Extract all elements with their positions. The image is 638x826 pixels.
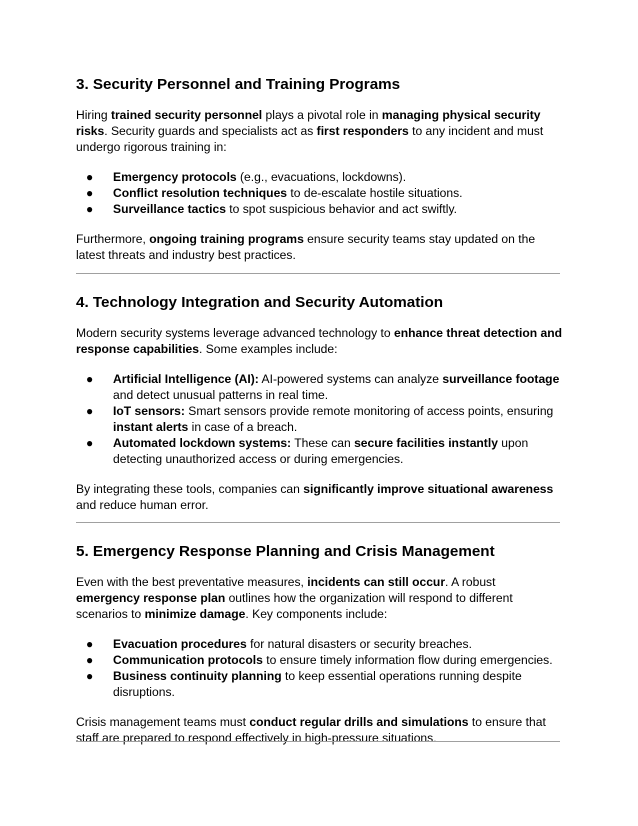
bold-text: Surveillance tactics: [113, 202, 226, 216]
list-item: [76, 371, 562, 403]
text-run: to ensure that staff are prepared to respond effectively in high-pressure situations.: [76, 715, 546, 745]
text-run: Smart sensors provide remote monitoring of access points, ensuring: [184, 404, 554, 418]
bullet-icon: ●: [86, 653, 94, 667]
bullet-icon: ●: [86, 372, 94, 386]
bullet-list: [76, 371, 562, 467]
text-run: to ensure timely information flow during emergencies.: [262, 653, 553, 667]
text-run: Furthermore,: [76, 232, 150, 246]
bold-text: Communication protocols: [113, 653, 263, 667]
bold-text: Automated lockdown systems:: [113, 436, 292, 450]
bold-text: trained security personnel: [110, 108, 263, 122]
bullet-icon: ●: [86, 669, 94, 683]
list-item: [76, 435, 562, 467]
text-run: Even with the best preventative measures,: [76, 575, 308, 589]
bold-text: first responders: [316, 124, 409, 138]
section-divider: [76, 741, 560, 742]
text-run: to any incident and must undergo rigorous training in:: [76, 124, 544, 154]
bold-text: ongoing training programs: [149, 232, 304, 246]
text-run: . Security guards and specialists act as: [104, 124, 317, 138]
bullet-icon: ●: [86, 436, 94, 450]
bold-text: Emergency protocols: [113, 170, 237, 184]
text-run: (e.g., evacuations, lockdowns).: [236, 170, 407, 184]
bold-text: minimize damage: [144, 607, 246, 621]
section-intro: [76, 107, 562, 155]
bold-text: surveillance footage: [442, 372, 560, 386]
text-run: Hiring: [76, 108, 111, 122]
section-security-personnel: [76, 75, 562, 263]
bold-text: Conflict resolution techniques: [113, 186, 288, 200]
list-item: [76, 652, 562, 668]
bullet-icon: ●: [86, 186, 94, 200]
text-run: and reduce human error.: [76, 498, 209, 512]
bullet-icon: ●: [86, 202, 94, 216]
bold-text: managing physical security risks: [76, 108, 541, 138]
text-run: to de-escalate hostile situations.: [287, 186, 463, 200]
section-divider: [76, 522, 560, 523]
section-emergency-response: [76, 542, 562, 746]
bold-text: Business continuity planning: [113, 669, 282, 683]
list-item: [76, 636, 562, 652]
text-run: in case of a breach.: [188, 420, 298, 434]
bold-text: IoT sensors:: [113, 404, 185, 418]
text-run: and detect unusual patterns in real time.: [113, 388, 329, 402]
list-item: [76, 201, 562, 217]
text-run: for natural disasters or security breaches.: [246, 637, 472, 651]
bold-text: incidents can still occur: [307, 575, 446, 589]
bullet-list: [76, 169, 562, 217]
text-run: ensure security teams stay updated on the latest threats and industry best practices.: [76, 232, 536, 262]
text-run: AI-powered systems can analyze: [258, 372, 443, 386]
list-item: [76, 169, 562, 185]
section-intro: [76, 325, 562, 357]
bold-text: emergency response plan: [76, 591, 226, 605]
text-run: . Some examples include:: [199, 342, 338, 356]
text-run: By integrating these tools, companies can: [76, 482, 304, 496]
bullet-icon: ●: [86, 170, 94, 184]
list-item: [76, 185, 562, 201]
text-run: plays a pivotal role in: [262, 108, 382, 122]
bullet-list: [76, 636, 562, 700]
bold-text: Evacuation procedures: [113, 637, 247, 651]
text-run: Crisis management teams must: [76, 715, 250, 729]
text-run: Modern security systems leverage advanced technology to: [76, 326, 394, 340]
text-run: outlines how the organization will respond to different scenarios to: [76, 591, 513, 621]
bullet-icon: ●: [86, 637, 94, 651]
section-outro: [76, 231, 562, 263]
bullet-icon: ●: [86, 404, 94, 418]
bold-text: enhance threat detection and response capabilities: [76, 326, 562, 356]
list-item: [76, 668, 562, 700]
list-item: [76, 403, 562, 435]
section-divider: [76, 273, 560, 274]
text-run: These can: [291, 436, 355, 450]
section-heading: 3. Security Personnel and Training Programs: [76, 76, 401, 93]
bold-text: instant alerts: [113, 420, 189, 434]
text-run: . A robust: [445, 575, 496, 589]
bold-text: conduct regular drills and simulations: [249, 715, 469, 729]
section-technology-integration: [76, 293, 562, 513]
bold-text: significantly improve situational awareness: [303, 482, 554, 496]
section-outro: [76, 481, 562, 513]
bold-text: Artificial Intelligence (AI):: [113, 372, 259, 386]
section-intro: [76, 574, 562, 622]
text-run: to keep essential operations running despite disruptions.: [113, 669, 522, 699]
bold-text: secure facilities instantly: [354, 436, 498, 450]
text-run: upon detecting unauthorized access or during emergencies.: [113, 436, 529, 466]
text-run: to spot suspicious behavior and act swiftly.: [225, 202, 457, 216]
section-heading: 5. Emergency Response Planning and Crisis Management: [76, 543, 495, 560]
section-heading: 4. Technology Integration and Security Automation: [76, 294, 444, 311]
text-run: . Key components include:: [245, 607, 388, 621]
